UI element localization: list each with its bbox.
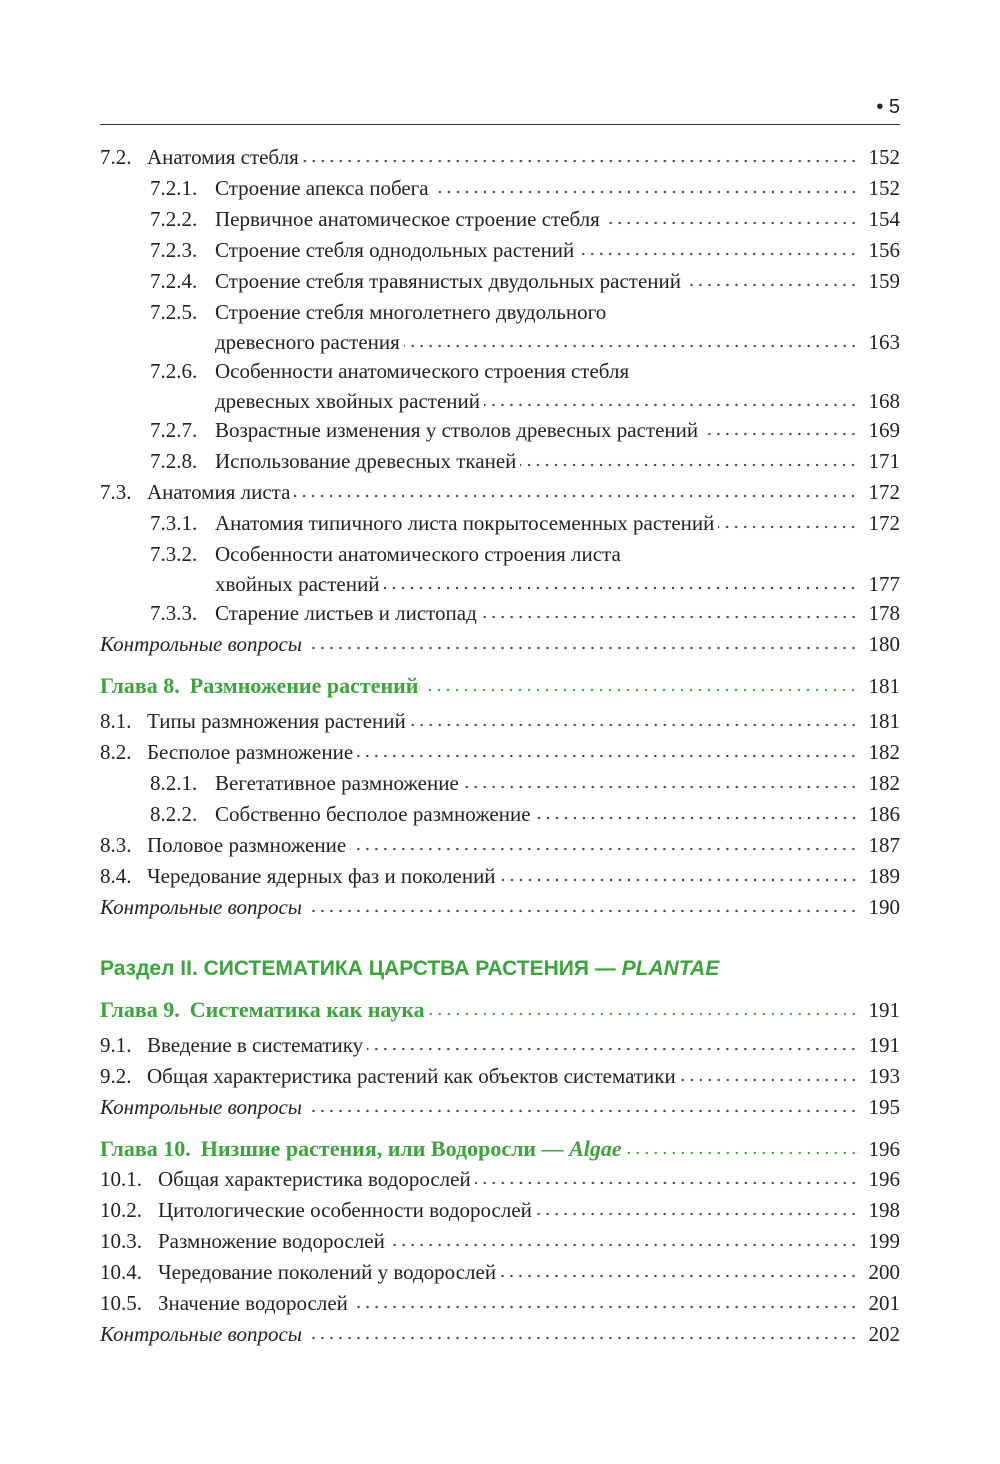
toc-entry[interactable] (100, 1164, 900, 1195)
toc-entry[interactable] (100, 1195, 900, 1226)
leader-dots (500, 1273, 858, 1279)
entry-page: 191 (868, 1033, 900, 1057)
entry-title (158, 1195, 532, 1226)
leader-dots (578, 251, 858, 257)
entry-page: 201 (868, 1291, 900, 1315)
entry-page: 177 (868, 572, 900, 596)
entry-title-text: Типы размножения растений (147, 709, 406, 733)
entry-number: Глава 10. (100, 1136, 191, 1161)
entry-title (147, 830, 346, 861)
leader-dots (422, 687, 858, 693)
entry-page: 200 (868, 1260, 900, 1284)
entry-number: 7.2.5. (150, 300, 198, 324)
leader-dots (429, 1011, 858, 1017)
leader-dots (685, 282, 858, 288)
leader-dots (475, 1180, 858, 1186)
entry-title (147, 1061, 676, 1092)
entry-number: 7.3.3. (150, 601, 198, 625)
entry-title-text: Введение в систематику (147, 1033, 364, 1057)
entry-title (147, 861, 496, 892)
entry-page: 171 (868, 449, 900, 473)
leader-dots (367, 1046, 858, 1052)
entry-title (100, 1092, 302, 1123)
entry-title-text: Вегетативное размножение (215, 771, 459, 795)
toc-entry-continuation[interactable] (100, 570, 900, 598)
entry-title-text: Контрольные вопросы (100, 895, 303, 919)
toc-entry[interactable] (100, 1257, 900, 1288)
entry-number: 7.3. (100, 480, 132, 504)
table-of-contents (100, 142, 900, 1350)
entry-title-text: Использование древесных тканей (215, 449, 517, 473)
review-questions-entry[interactable] (100, 629, 900, 660)
entry-number: 10.5. (100, 1291, 142, 1315)
entry-number: 7.2.2. (150, 207, 198, 231)
entry-page: 182 (868, 740, 900, 764)
toc-entry[interactable] (100, 861, 900, 892)
entry-title (158, 1257, 496, 1288)
entry-number: 7.2. (100, 145, 132, 169)
entry-title (215, 768, 459, 799)
entry-title (100, 629, 302, 660)
entry-number: 7.3.2. (150, 542, 198, 566)
entry-title-text: Возрастные изменения у стволов древесных растений (215, 418, 699, 442)
entry-title (158, 1288, 348, 1319)
entry-title-text: Контрольные вопросы (100, 1322, 303, 1346)
entry-title (201, 1133, 622, 1164)
entry-title (215, 799, 531, 830)
entry-title: Строение стебля многолетнего двудольного (215, 300, 607, 324)
toc-entry[interactable] (100, 830, 900, 861)
toc-entry[interactable] (100, 1226, 900, 1257)
toc-entry[interactable] (100, 415, 900, 446)
entry-number: 8.4. (100, 864, 132, 888)
leader-dots (535, 815, 858, 821)
entry-title (215, 598, 477, 629)
entry-number: 10.4. (100, 1260, 142, 1284)
entry-page: 198 (868, 1198, 900, 1222)
entry-title-text: Бесполое размножение (147, 740, 354, 764)
entry-number: 10.1. (100, 1167, 142, 1191)
leader-dots (306, 1335, 858, 1341)
entry-page: 193 (868, 1064, 900, 1088)
running-header (100, 94, 900, 125)
leader-dots (626, 1150, 858, 1156)
entry-title (158, 1164, 471, 1195)
entry-number: 7.2.7. (150, 418, 198, 442)
entry-title-text: Строение апекса побега (215, 176, 429, 200)
entry-title (215, 173, 429, 204)
entry-title-text: Первичное анатомическое строение стебля (215, 207, 600, 231)
entry-title (215, 266, 681, 297)
entry-page: 196 (868, 1137, 900, 1161)
toc-entry[interactable] (100, 235, 900, 266)
toc-entry[interactable] (100, 204, 900, 235)
entry-title (147, 1030, 363, 1061)
toc-entry-line[interactable] (100, 297, 900, 328)
chapter-entry[interactable] (100, 994, 900, 1025)
leader-dots (303, 158, 858, 164)
toc-entry-line[interactable] (100, 539, 900, 570)
review-questions-entry[interactable] (100, 892, 900, 923)
entry-number: 10.3. (100, 1229, 142, 1253)
entry-title (215, 446, 516, 477)
entry-title (147, 737, 353, 768)
entry-number: Глава 8. (100, 673, 180, 698)
leader-dots (680, 1077, 858, 1083)
leader-dots (306, 908, 858, 914)
entry-title-text: Контрольные вопросы (100, 1095, 303, 1119)
entry-title-continued: хвойных растений (215, 572, 380, 596)
entry-title-text: Систематика как наука (189, 997, 425, 1022)
toc-entry[interactable] (100, 706, 900, 737)
entry-title (215, 508, 714, 539)
entry-title-continued: древесных хвойных растений (215, 389, 481, 413)
entry-title (215, 235, 574, 266)
entry-title-text: Половое размножение (147, 833, 347, 857)
entry-title (100, 1319, 302, 1350)
entry-title-text: Размножение растений (189, 673, 419, 698)
entry-number: Глава 9. (100, 997, 180, 1022)
entry-page: 189 (868, 864, 900, 888)
entry-page: 180 (868, 632, 900, 656)
review-questions-entry[interactable] (100, 1319, 900, 1350)
entry-number: 8.2. (100, 740, 132, 764)
entry-title-text: Анатомия типичного листа покрытосеменных растений (215, 511, 715, 535)
toc-entry-continuation[interactable] (100, 387, 900, 415)
toc-entry-continuation[interactable] (100, 328, 900, 356)
leader-dots (389, 1242, 858, 1248)
entry-number: 7.2.1. (150, 176, 198, 200)
entry-page: 202 (868, 1322, 900, 1346)
entry-page: 190 (868, 895, 900, 919)
chapter-entry[interactable] (100, 670, 900, 701)
entry-title (215, 204, 600, 235)
toc-entry[interactable] (100, 266, 900, 297)
entry-page: 199 (868, 1229, 900, 1253)
entry-number: 7.2.3. (150, 238, 198, 262)
entry-title-text: Размножение водорослей (158, 1229, 385, 1253)
leader-dots (718, 524, 858, 530)
leader-dots (350, 846, 858, 852)
entry-title-text: Цитологические особенности водорослей (158, 1198, 532, 1222)
entry-title-text: Старение листьев и листопад (215, 601, 477, 625)
toc-entry[interactable] (100, 142, 900, 173)
entry-number: 8.2.1. (150, 771, 198, 795)
section-heading (100, 953, 900, 984)
toc-entry[interactable] (100, 1288, 900, 1319)
entry-title (147, 706, 406, 737)
section-title: Раздел II. СИСТЕМАТИКА ЦАРСТВА РАСТЕНИЯ — (100, 957, 622, 980)
entry-title-text: Общая характеристика водорослей (158, 1167, 471, 1191)
leader-dots (536, 1211, 858, 1217)
entry-number: 8.2.2. (150, 802, 198, 826)
entry-page: 163 (868, 330, 900, 354)
entry-page: 154 (868, 207, 900, 231)
toc-entry-line[interactable] (100, 356, 900, 387)
toc-entry[interactable] (100, 477, 900, 508)
entry-title (100, 892, 302, 923)
entry-page: 152 (868, 145, 900, 169)
section-latin: PLANTAE (621, 957, 720, 980)
entry-page: 169 (868, 418, 900, 442)
entry-page: 186 (868, 802, 900, 826)
entry-title-text: Строение стебля травянистых двудольных растений (215, 269, 682, 293)
entry-title-text: Общая характеристика растений как объектов систематики (147, 1064, 676, 1088)
leader-dots (357, 753, 858, 759)
entry-title-text: Строение стебля однодольных растений (215, 238, 575, 262)
entry-page: 196 (868, 1167, 900, 1191)
entry-title-latin: Algae (569, 1136, 622, 1161)
entry-page: 195 (868, 1095, 900, 1119)
entry-number: 7.2.6. (150, 359, 198, 383)
entry-title-text: Собственно бесполое размножение (215, 802, 531, 826)
entry-number: 7.2.8. (150, 449, 198, 473)
toc-entry[interactable] (100, 598, 900, 629)
entry-title-text: Низшие растения, или Водоросли — (200, 1136, 570, 1161)
entry-number: 7.2.4. (150, 269, 198, 293)
entry-page: 156 (868, 238, 900, 262)
entry-page: 159 (868, 269, 900, 293)
entry-page: 152 (868, 176, 900, 200)
entry-title-text: Значение водорослей (158, 1291, 348, 1315)
entry-title-text: Контрольные вопросы (100, 632, 303, 656)
toc-entry[interactable] (100, 508, 900, 539)
toc-entry[interactable] (100, 446, 900, 477)
toc-entry[interactable] (100, 1061, 900, 1092)
entry-title: Особенности анатомического строения листа (215, 542, 621, 566)
entry-page: 181 (868, 674, 900, 698)
leader-dots (463, 784, 858, 790)
entry-page: 172 (868, 480, 900, 504)
entry-page: 172 (868, 511, 900, 535)
review-questions-entry[interactable] (100, 1092, 900, 1123)
entry-title (215, 415, 698, 446)
entry-page: 178 (868, 601, 900, 625)
leader-dots (306, 1108, 858, 1114)
leader-dots (604, 220, 858, 226)
entry-number: 10.2. (100, 1198, 142, 1222)
leader-dots (702, 431, 858, 437)
entry-number: 8.3. (100, 833, 132, 857)
toc-entry[interactable] (100, 768, 900, 799)
toc-entry[interactable] (100, 1030, 900, 1061)
entry-title-text: Анатомия листа (147, 480, 291, 504)
entry-title-text: Чередование ядерных фаз и поколений (147, 864, 496, 888)
entry-page: 182 (868, 771, 900, 795)
entry-title-continued: древесного растения (215, 330, 400, 354)
entry-number: 7.3.1. (150, 511, 198, 535)
leader-dots (520, 462, 858, 468)
entry-page: 187 (868, 833, 900, 857)
chapter-entry[interactable] (100, 1133, 900, 1164)
leader-dots (306, 645, 858, 651)
leader-dots (481, 614, 858, 620)
entry-number: 9.2. (100, 1064, 132, 1088)
entry-title-text: Анатомия стебля (147, 145, 299, 169)
leader-dots (352, 1304, 858, 1310)
leader-dots (404, 343, 858, 349)
toc-entry[interactable] (100, 799, 900, 830)
entry-number: 9.1. (100, 1033, 132, 1057)
entry-page: 191 (868, 998, 900, 1022)
entry-title: Особенности анатомического строения стебля (215, 359, 630, 383)
entry-title (158, 1226, 385, 1257)
entry-page: 168 (868, 389, 900, 413)
entry-number: 8.1. (100, 709, 132, 733)
entry-title (147, 477, 290, 508)
page-number: • 5 (876, 96, 900, 118)
leader-dots (484, 402, 858, 408)
entry-title-text: Чередование поколений у водорослей (158, 1260, 497, 1284)
toc-entry[interactable] (100, 737, 900, 768)
entry-title (190, 670, 419, 701)
leader-dots (410, 722, 858, 728)
leader-dots (500, 877, 858, 883)
leader-dots (383, 585, 858, 591)
leader-dots (433, 189, 858, 195)
leader-dots (294, 493, 858, 499)
toc-entry[interactable] (100, 173, 900, 204)
entry-title (147, 142, 299, 173)
entry-page: 181 (868, 709, 900, 733)
entry-title (190, 994, 425, 1025)
